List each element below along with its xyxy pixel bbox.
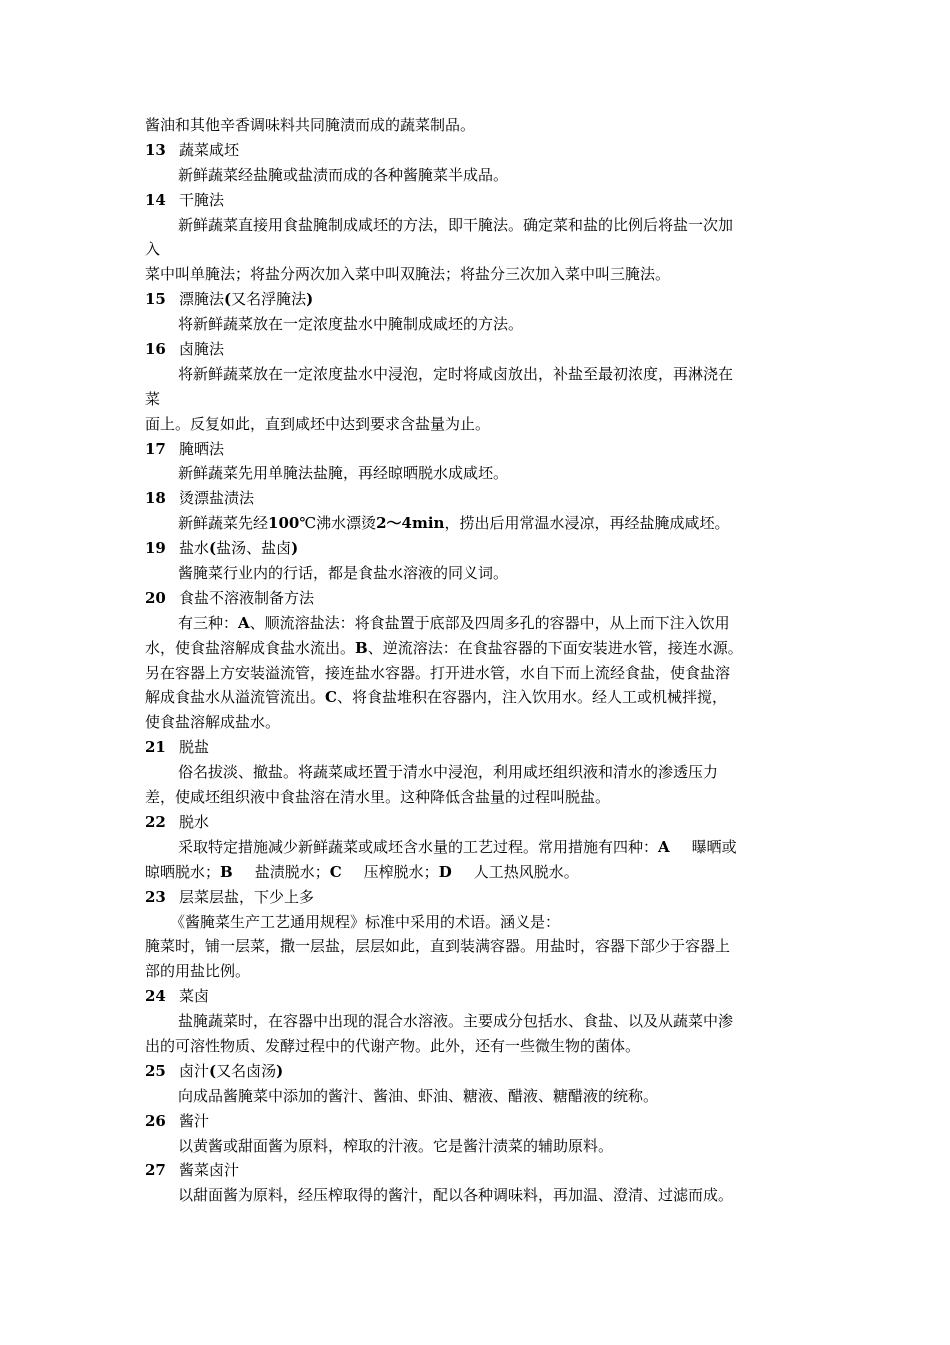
text-run: 晾晒脱水； [145,862,221,881]
paren-open: ( [209,1061,217,1080]
text-run: 盐渍脱水； [254,862,330,881]
term-number: 26 [145,1111,166,1130]
text-run: 人工热风脱水。 [473,862,579,881]
paren-open: ( [224,290,232,309]
term-title: 漂腌法 [179,290,225,309]
term-21-line2: 差，使咸坯组织液中食盐溶在清水里。这种降低含盐量的过程叫脱盐。 [145,788,611,807]
text-run: 采取特定措施减少新鲜蔬菜或咸坯含水量的工艺过程。常用措施有四种： [178,837,659,856]
term-title: 烫漂盐渍法 [179,489,255,508]
term-23-line2: 腌菜时，铺一层菜，撒一层盐，层层如此，直到装满容器。用盐时，容器下部少于容器上 [145,937,731,956]
term-number: 20 [145,588,166,607]
term-title: 干腌法 [179,190,225,209]
term-24-line1: 盐腌蔬菜时，在容器中出现的混合水溶液。主要成分包括水、食盐、以及从蔬菜中渗 [178,1012,734,1031]
term-20-line2 [145,636,810,661]
term-title: 酱菜卤汁 [179,1161,240,1180]
term-number: 15 [145,290,166,309]
text-run: 新鲜蔬菜先经 [178,514,269,533]
term-number: 22 [145,812,166,831]
term-16-definition-line2: 菜 [145,389,161,408]
term-17-heading [145,437,810,462]
paren-open: ( [209,539,217,558]
term-24-heading [145,984,810,1009]
term-13-definition: 新鲜蔬菜经盐腌或盐渍而成的各种酱腌菜半成品。 [178,165,509,184]
term-number: 17 [145,439,166,458]
term-title: 蔬菜咸坯 [179,140,240,159]
term-18-heading [145,486,810,511]
term-number: 23 [145,887,166,906]
term-title: 脱水 [179,812,210,831]
term-title: 食盐不溶液制备方法 [179,588,315,607]
term-15-definition: 将新鲜蔬菜放在一定浓度盐水中腌制成咸坯的方法。 [178,315,524,334]
paren-close: ) [306,290,314,309]
term-16-definition-line3: 面上。反复如此，直到咸坯中达到要求含盐量为止。 [145,414,491,433]
term-number: 13 [145,140,166,159]
term-21-heading [145,735,810,760]
term-alias: 盐汤、盐卤 [216,539,292,558]
term-14-definition-line3: 菜中叫单腌法；将盐分两次加入菜中叫双腌法；将盐分三次加入菜中叫三腌法。 [145,265,671,284]
item-letter: B [220,862,233,881]
text-run: 、顺流溶盐法：将食盐置于底部及四周多孔的容器中，从上而下注入饮用 [249,613,730,632]
term-20-line1 [145,611,810,636]
term-number: 16 [145,340,166,359]
term-alias: 又名卤汤 [216,1061,277,1080]
term-title: 酱汁 [179,1111,210,1130]
duration-value: 2～4min [376,514,445,533]
term-16-definition-line1: 将新鲜蔬菜放在一定浓度盐水中浸泡，定时将咸卤放出，补盐至最初浓度，再淋浇在 [178,364,734,383]
text-run: 有三种： [178,613,239,632]
term-title: 卤腌法 [179,340,225,359]
term-19-heading [145,536,810,561]
term-20-line4 [145,685,810,710]
text-run: 压榨脱水； [363,862,439,881]
temperature-value: 100 [268,514,300,533]
item-letter: C [325,688,337,707]
term-20-line3: 另在容器上方安装溢流管，接连盐水容器。打开进水管，水自下而上流经食盐，使食盐溶 [145,663,731,682]
term-26-definition: 以黄酱或甜面酱为原料，榨取的汁液。它是酱汁渍菜的辅助原料。 [178,1136,614,1155]
term-26-heading [145,1109,810,1134]
term-14-definition-line1: 新鲜蔬菜直接用食盐腌制成咸坯的方法，即干腌法。确定菜和盐的比例后将盐一次加 [178,215,734,234]
term-14-definition-line2: 入 [145,240,161,259]
term-title: 卤汁 [179,1061,210,1080]
term-number: 25 [145,1061,166,1080]
term-title: 层菜层盐，下少上多 [179,887,315,906]
term-22-line1 [145,835,810,860]
term-27-heading [145,1158,810,1183]
text-run: 、将食盐堆积在容器内，注入饮用水。经人工或机械拌搅， [336,688,727,707]
term-18-definition [145,511,810,536]
text-run: 水，使食盐溶解成食盐水流出。 [145,638,356,657]
term-24-line2: 出的可溶性物质、发酵过程中的代谢产物。此外，还有一些微生物的菌体。 [145,1036,641,1055]
term-title: 脱盐 [179,738,210,757]
term-20-line5: 使食盐溶解成盐水。 [145,713,281,732]
term-23-line3: 部的用盐比例。 [145,962,251,981]
term-17-definition: 新鲜蔬菜先用单腌法盐腌，再经晾晒脱水成咸坯。 [178,464,509,483]
term-number: 19 [145,539,166,558]
text-run: ℃沸水漂烫 [299,514,377,533]
term-21-line1: 俗名拔淡、撤盐。将蔬菜咸坯置于清水中浸泡，利用咸坯组织液和清水的渗透压力 [178,763,719,782]
intro-line: 酱油和其他辛香调味料共同腌渍而成的蔬菜制品。 [145,116,476,134]
term-25-definition: 向成品酱腌菜中添加的酱汁、酱油、虾油、糖液、醋液、糖醋液的统称。 [178,1086,659,1105]
term-23-heading [145,885,810,910]
term-27-definition: 以甜面酱为原料，经压榨取得的酱汁，配以各种调味料，再加温、澄清、过滤而成。 [178,1186,734,1205]
term-title: 盐水 [179,539,210,558]
term-22-heading [145,810,810,835]
term-alias: 又名浮腌法 [231,290,307,309]
paren-close: ) [291,539,299,558]
text-run: 曝晒或 [691,837,737,856]
text-run: 解成食盐水从溢流管流出。 [145,688,326,707]
term-22-line2 [145,860,810,885]
item-letter: D [438,862,452,881]
term-number: 21 [145,738,166,757]
term-number: 24 [145,987,166,1006]
term-title: 菜卤 [179,987,210,1006]
term-20-heading [145,586,810,611]
term-19-definition: 酱腌菜行业内的行话，都是食盐水溶液的同义词。 [178,564,509,583]
term-number: 27 [145,1161,166,1180]
text-run: 、逆流溶法：在食盐容器的下面安装进水管，接连水源。 [367,638,743,657]
term-15-heading [145,287,810,312]
term-23-line1: 《酱腌菜生产工艺通用规程》标准中采用的术语。涵义是： [170,912,561,931]
term-number: 18 [145,489,166,508]
text-run: ，捞出后用常温水浸凉，再经盐腌成咸坯。 [444,514,730,533]
term-16-heading [145,337,810,362]
item-letter: C [329,862,342,881]
term-number: 14 [145,190,166,209]
item-letter: B [355,638,368,657]
term-14-heading [145,188,810,213]
term-title: 腌晒法 [179,439,225,458]
document-page [145,113,810,1208]
term-13-heading [145,138,810,163]
item-letter: A [238,613,250,632]
term-25-heading [145,1059,810,1084]
paren-close: ) [276,1061,284,1080]
item-letter: A [658,837,670,856]
